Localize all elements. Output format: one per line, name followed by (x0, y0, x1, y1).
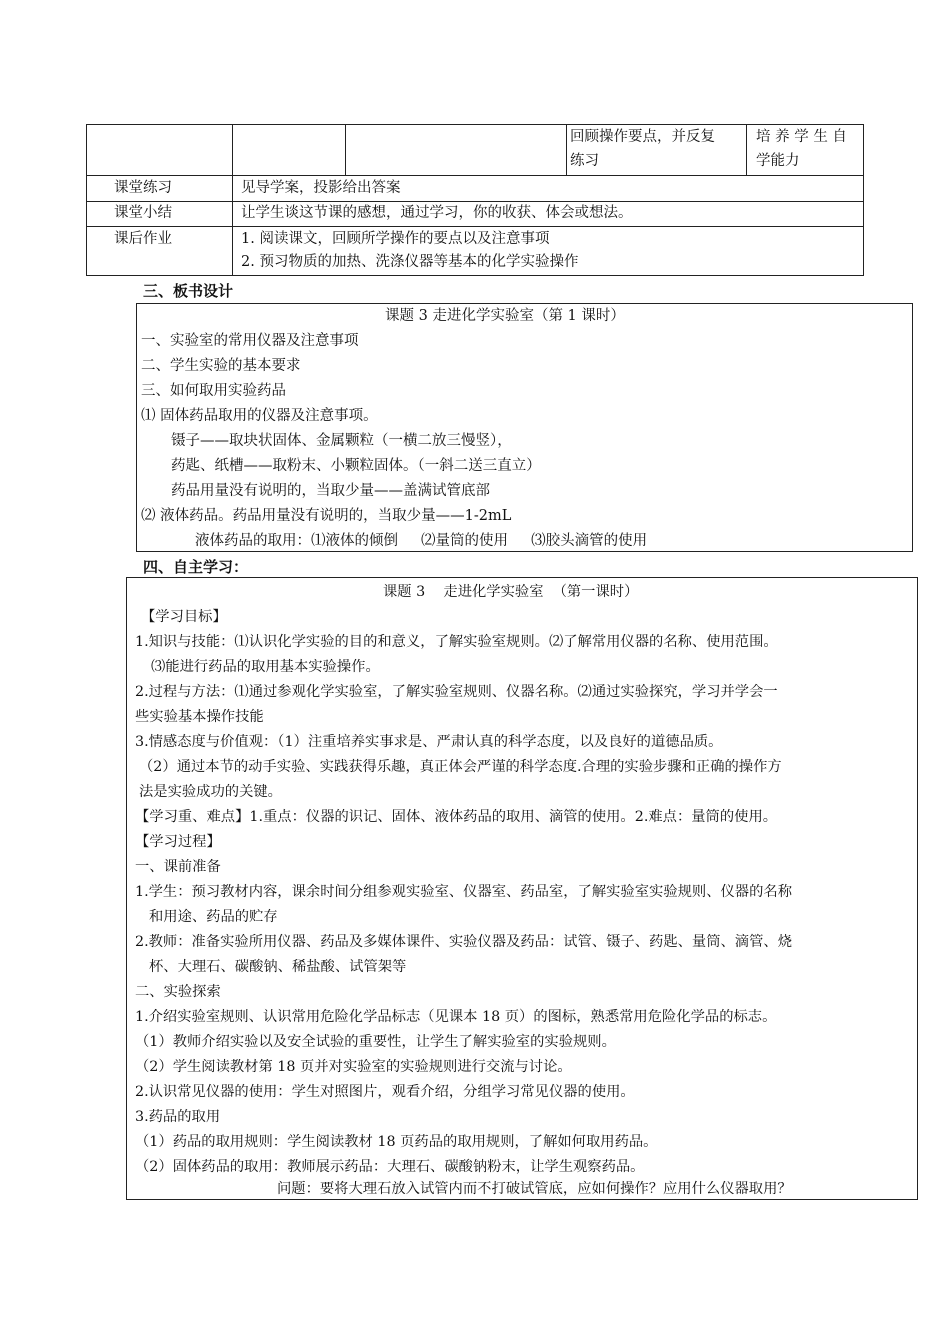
row-label-homework: 课后作业 (114, 231, 172, 247)
study-line-1: 【学习目标】 (141, 609, 227, 625)
study-line-8: 法是实验成功的关键。 (139, 784, 282, 800)
study-line-21: 3.药品的取用 (135, 1109, 221, 1125)
board-line-3: 三、如何取用实验药品 (141, 383, 286, 399)
study-line-15: 杯、大理石、碳酸钠、稀盐酸、试管架等 (149, 959, 407, 975)
row1-col5-line1: 培 养 学 生 自 (756, 129, 847, 145)
study-line-13: 和用途、药品的贮存 (149, 909, 278, 925)
study-line-23: （2）固体药品的取用：教师展示药品：大理石、碳酸钠粉末，让学生观察药品。 (135, 1159, 645, 1175)
board-line-9: 液体药品的取用：⑴液体的倾倒 ⑵量筒的使用 ⑶胶头滴管的使用 (195, 533, 648, 549)
row1-col4-line2: 练习 (570, 153, 599, 169)
study-line-4: 2.过程与方法：⑴通过参观化学实验室，了解实验室规则、仪器名称。⑵通过实验探究，学习并学会一 (135, 684, 778, 700)
study-line-22: （1）药品的取用规则：学生阅读教材 18 页药品的取用规则，了解如何取用药品。 (135, 1134, 658, 1150)
study-line-18: （1）教师介绍实验以及安全试验的重要性，让学生了解实验室的实验规则。 (135, 1034, 616, 1050)
study-line-5: 些实验基本操作技能 (135, 709, 264, 725)
section4-heading: 四、自主学习： (143, 558, 249, 576)
board-line-4: ⑴ 固体药品取用的仪器及注意事项。 (141, 408, 378, 424)
study-line-3: ⑶能进行药品的取用基本实验操作。 (151, 659, 380, 675)
row-content-homework-2: 2. 预习物质的加热、洗涤仪器等基本的化学实验操作 (241, 254, 579, 270)
board-line-5: 镊子——取块状固体、金属颗粒（一横二放三慢竖）， (171, 433, 512, 449)
study-line-17: 1.介绍实验室规则、认识常用危险化学品标志（见课本 18 页）的图标，熟悉常用危险化学品的标志。 (135, 1009, 777, 1025)
study-line-14: 2.教师：准备实验所用仪器、药品及多媒体课件、实验仪器及药品：试管、镊子、药匙、量筒、滴管、烧 (135, 934, 792, 950)
row-content-practice: 见导学案，投影给出答案 (241, 180, 401, 196)
board-line-6: 药匙、纸槽——取粉末、小颗粒固体。（一斜二送三直立） (171, 458, 541, 474)
row-content-summary: 让学生谈这节课的感想，通过学习，你的收获、体会或想法。 (241, 205, 633, 221)
study-line-12: 1.学生：预习教材内容，课余时间分组参观实验室、仪器室、药品室，了解实验室实验规则、仪器的名称 (135, 884, 792, 900)
study-line-19: （2）学生阅读教材第 18 页并对实验室的实验规则进行交流与讨论。 (135, 1059, 572, 1075)
study-line-9: 【学习重、难点】1.重点：仪器的识记、固体、液体药品的取用、滴管的使用。2.难点：量筒的使用。 (135, 809, 778, 825)
board-line-8: ⑵ 液体药品。药品用量没有说明的，当取少量——1-2mL (141, 508, 512, 524)
study-line-2: 1.知识与技能：⑴认识化学实验的目的和意义，了解实验室规则。⑵了解常用仪器的名称、使用范围。 (135, 634, 778, 650)
self-study-box (126, 577, 918, 1200)
study-title: 课题 3 走进化学实验室 （第一课时） (383, 584, 639, 600)
section3-heading: 三、板书设计 (143, 282, 234, 300)
board-line-1: 一、实验室的常用仪器及注意事项 (141, 333, 359, 349)
row-content-homework-1: 1. 阅读课文，回顾所学操作的要点以及注意事项 (241, 231, 550, 247)
row1-col4-line1: 回顾操作要点，并反复 (570, 129, 715, 145)
board-design-box (136, 303, 913, 552)
study-line-11: 一、课前准备 (135, 859, 221, 875)
study-line-7: （2）通过本节的动手实验、实践获得乐趣，真正体会严谨的科学态度.合理的实验步骤和正确的操作方 (139, 759, 782, 775)
study-line-16: 二、实验探索 (135, 984, 221, 1000)
lesson-plan-table (86, 124, 864, 276)
row1-col5-line2: 学能力 (756, 153, 800, 169)
row-label-summary: 课堂小结 (114, 205, 172, 221)
board-title: 课题 3 走进化学实验室（第 1 课时） (385, 308, 625, 324)
study-line-10: 【学习过程】 (135, 834, 221, 850)
row-label-practice: 课堂练习 (114, 180, 172, 196)
board-line-2: 二、学生实验的基本要求 (141, 358, 301, 374)
board-line-7: 药品用量没有说明的，当取少量——盖满试管底部 (171, 483, 490, 499)
study-line-24: 问题：要将大理石放入试管内而不打破试管底，应如何操作？应用什么仪器取用？ (277, 1181, 792, 1197)
study-line-6: 3.情感态度与价值观：（1）注重培养实事求是、严肃认真的科学态度，以及良好的道德品质。 (135, 734, 723, 750)
study-line-20: 2.认识常见仪器的使用：学生对照图片，观看介绍，分组学习常见仪器的使用。 (135, 1084, 635, 1100)
